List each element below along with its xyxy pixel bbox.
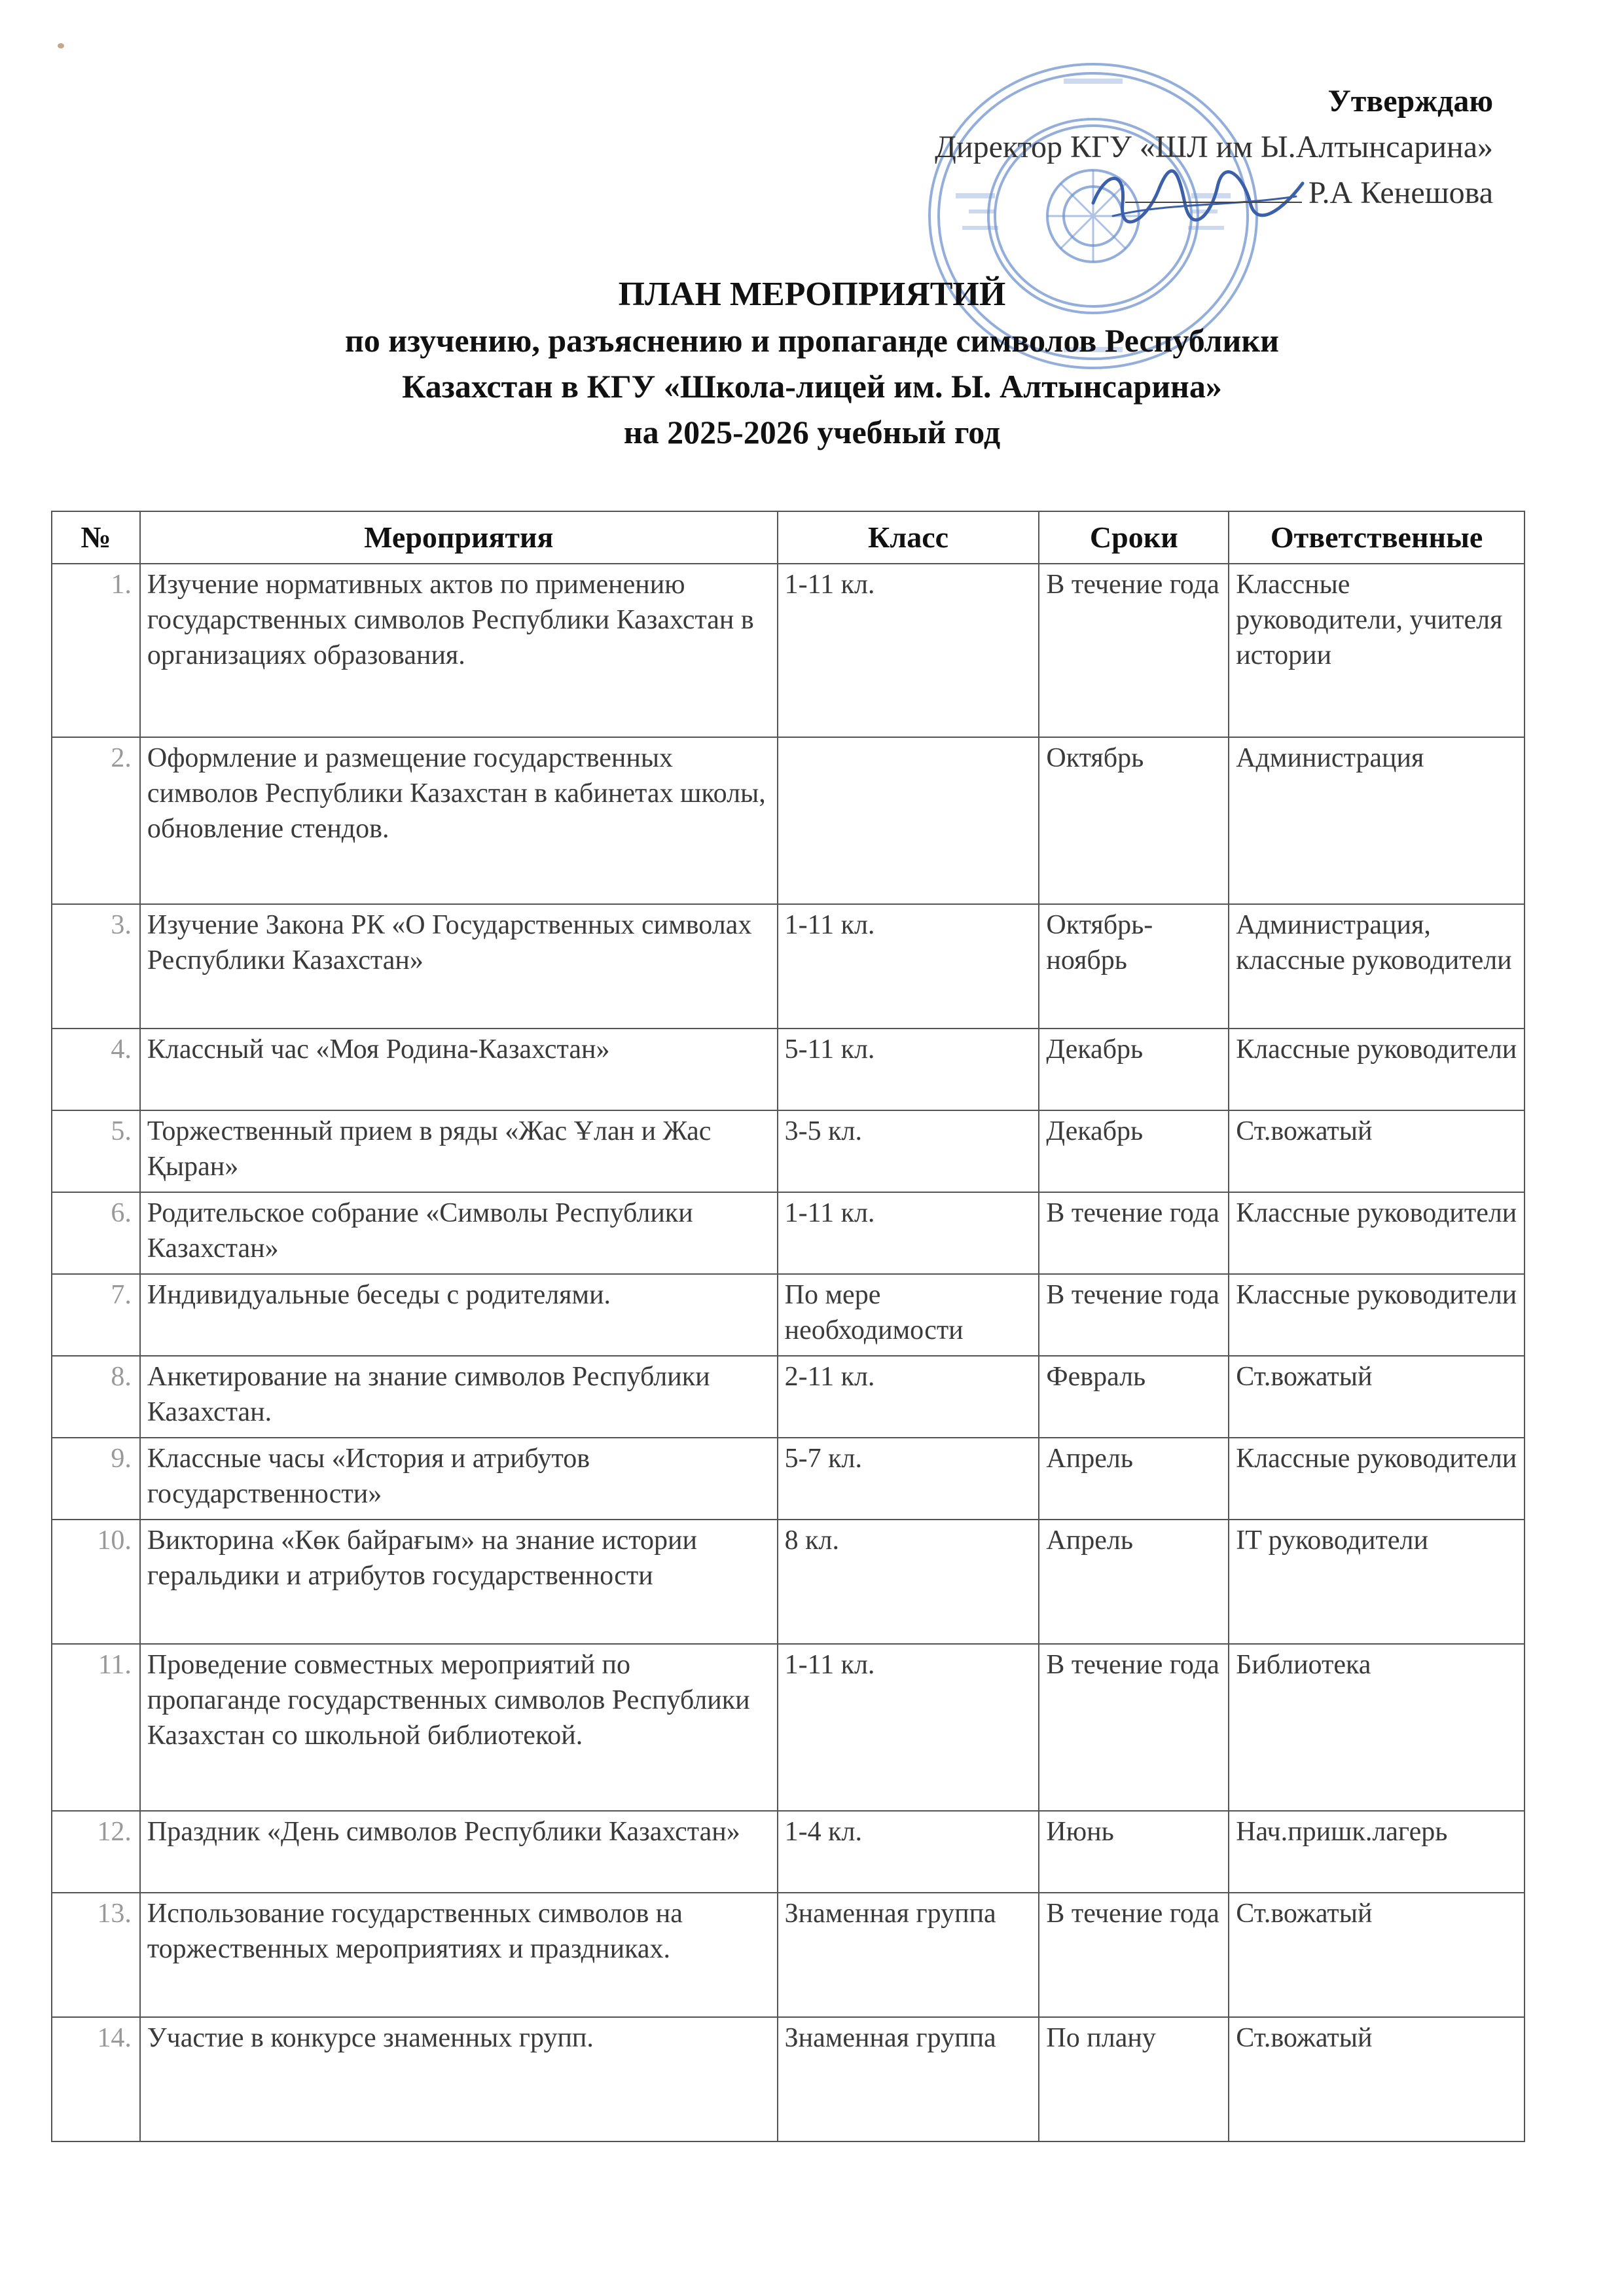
cell-num: 5. bbox=[52, 1110, 140, 1192]
heading-line-2: по изучению, разъяснению и пропаганде символов Республики bbox=[344, 322, 1279, 359]
header-term: Сроки bbox=[1039, 511, 1229, 564]
table-row bbox=[52, 1520, 1525, 1644]
table-row bbox=[52, 2017, 1525, 2141]
cell-class: Знаменная группа bbox=[778, 2017, 1039, 2141]
cell-num: 13. bbox=[52, 1893, 140, 2017]
cell-class: 3-5 кл. bbox=[778, 1110, 1039, 1192]
cell-num: 2. bbox=[52, 737, 140, 904]
cell-resp: Классные руководители bbox=[1229, 1438, 1525, 1520]
cell-num: 12. bbox=[52, 1811, 140, 1893]
table-row bbox=[52, 1274, 1525, 1356]
cell-resp: Администрация, классные руководители bbox=[1229, 904, 1525, 1029]
cell-resp: Нач.пришк.лагерь bbox=[1229, 1811, 1525, 1893]
cell-event: Праздник «День символов Республики Казахстан» bbox=[140, 1811, 778, 1893]
director-position: Директор КГУ «ШЛ им Ы.Алтынсарина» bbox=[935, 130, 1493, 164]
cell-class: 5-11 кл. bbox=[778, 1029, 1039, 1110]
cell-resp: Ст.вожатый bbox=[1229, 1356, 1525, 1438]
cell-num: 8. bbox=[52, 1356, 140, 1438]
cell-resp: Ст.вожатый bbox=[1229, 1110, 1525, 1192]
cell-term: Декабрь bbox=[1039, 1110, 1229, 1192]
cell-num: 10. bbox=[52, 1520, 140, 1644]
cell-class: 1-4 кл. bbox=[778, 1811, 1039, 1893]
cell-event: Изучение нормативных актов по применению государственных символов Республики Казахстан в организациях образования. bbox=[140, 564, 778, 737]
cell-resp: Классные руководители bbox=[1229, 1274, 1525, 1356]
cell-event: Проведение совместных мероприятий по пропаганде государственных символов Республики Казахстан со школьной библиотекой. bbox=[140, 1644, 778, 1811]
cell-num: 4. bbox=[52, 1029, 140, 1110]
header-class: Класс bbox=[778, 511, 1039, 564]
cell-class: 1-11 кл. bbox=[778, 904, 1039, 1029]
cell-class: 1-11 кл. bbox=[778, 1192, 1039, 1274]
table-row bbox=[52, 1110, 1525, 1192]
cell-resp: Классные руководители, учителя истории bbox=[1229, 564, 1525, 737]
heading-title: ПЛАН МЕРОПРИЯТИЙ bbox=[618, 276, 1006, 313]
cell-event: Родительское собрание «Символы Республики Казахстан» bbox=[140, 1192, 778, 1274]
cell-term: В течение года bbox=[1039, 1274, 1229, 1356]
table-row bbox=[52, 904, 1525, 1029]
table-header-row bbox=[52, 511, 1525, 564]
heading-line-3: Казахстан в КГУ «Школа-лицей им. Ы. Алтынсарина» bbox=[402, 368, 1222, 405]
table-row bbox=[52, 737, 1525, 904]
cell-num: 7. bbox=[52, 1274, 140, 1356]
cell-num: 14. bbox=[52, 2017, 140, 2141]
cell-term: Октябрь bbox=[1039, 737, 1229, 904]
cell-event: Использование государственных символов на торжественных мероприятиях и праздниках. bbox=[140, 1893, 778, 2017]
approval-block bbox=[935, 79, 1493, 216]
cell-event: Индивидуальные беседы с родителями. bbox=[140, 1274, 778, 1356]
cell-class: 1-11 кл. bbox=[778, 1644, 1039, 1811]
cell-term: Июнь bbox=[1039, 1811, 1229, 1893]
cell-resp: Библиотека bbox=[1229, 1644, 1525, 1811]
cell-term: В течение года bbox=[1039, 1192, 1229, 1274]
header-event: Мероприятия bbox=[140, 511, 778, 564]
table-row bbox=[52, 1811, 1525, 1893]
table-row bbox=[52, 1644, 1525, 1811]
table-row bbox=[52, 1893, 1525, 2017]
cell-resp: Классные руководители bbox=[1229, 1192, 1525, 1274]
table-row bbox=[52, 1029, 1525, 1110]
cell-term: В течение года bbox=[1039, 1644, 1229, 1811]
cell-class: 5-7 кл. bbox=[778, 1438, 1039, 1520]
cell-event: Изучение Закона РК «О Государственных символах Республики Казахстан» bbox=[140, 904, 778, 1029]
cell-class: По мере необходимости bbox=[778, 1274, 1039, 1356]
cell-class: 2-11 кл. bbox=[778, 1356, 1039, 1438]
cell-event: Оформление и размещение государственных символов Республики Казахстан в кабинетах школы, обновление стендов. bbox=[140, 737, 778, 904]
cell-event: Участие в конкурсе знаменных групп. bbox=[140, 2017, 778, 2141]
cell-class bbox=[778, 737, 1039, 904]
cell-event: Торжественный прием в ряды «Жас Ұлан и Жас Қыран» bbox=[140, 1110, 778, 1192]
cell-class: 1-11 кл. bbox=[778, 564, 1039, 737]
signature-line bbox=[1125, 177, 1302, 203]
heading-line-4: на 2025-2026 учебный год bbox=[623, 414, 1001, 450]
director-name: Р.А Кенешова bbox=[1308, 175, 1493, 210]
cell-num: 3. bbox=[52, 904, 140, 1029]
approval-title: Утверждаю bbox=[1327, 84, 1493, 118]
header-resp: Ответственные bbox=[1229, 511, 1525, 564]
cell-term: Октябрь-ноябрь bbox=[1039, 904, 1229, 1029]
document-heading bbox=[0, 272, 1624, 455]
paper-speck bbox=[58, 43, 64, 48]
table-row bbox=[52, 1438, 1525, 1520]
cell-term: Февраль bbox=[1039, 1356, 1229, 1438]
cell-event: Викторина «Көк байрағым» на знание истории геральдики и атрибутов государственности bbox=[140, 1520, 778, 1644]
cell-term: В течение года bbox=[1039, 1893, 1229, 2017]
cell-resp: Ст.вожатый bbox=[1229, 1893, 1525, 2017]
header-num: № bbox=[52, 511, 140, 564]
cell-num: 9. bbox=[52, 1438, 140, 1520]
cell-term: Декабрь bbox=[1039, 1029, 1229, 1110]
cell-class: Знаменная группа bbox=[778, 1893, 1039, 2017]
table-row bbox=[52, 564, 1525, 737]
cell-resp: Администрация bbox=[1229, 737, 1525, 904]
director-name-row bbox=[935, 170, 1493, 216]
table-row bbox=[52, 1192, 1525, 1274]
events-table bbox=[51, 511, 1525, 2142]
cell-num: 11. bbox=[52, 1644, 140, 1811]
cell-event: Анкетирование на знание символов Республики Казахстан. bbox=[140, 1356, 778, 1438]
cell-resp: Классные руководители bbox=[1229, 1029, 1525, 1110]
table-row bbox=[52, 1356, 1525, 1438]
cell-term: В течение года bbox=[1039, 564, 1229, 737]
cell-term: По плану bbox=[1039, 2017, 1229, 2141]
cell-num: 6. bbox=[52, 1192, 140, 1274]
cell-term: Апрель bbox=[1039, 1438, 1229, 1520]
cell-event: Классные часы «История и атрибутов государственности» bbox=[140, 1438, 778, 1520]
cell-term: Апрель bbox=[1039, 1520, 1229, 1644]
cell-class: 8 кл. bbox=[778, 1520, 1039, 1644]
cell-num: 1. bbox=[52, 564, 140, 737]
cell-resp: IT руководители bbox=[1229, 1520, 1525, 1644]
cell-event: Классный час «Моя Родина-Казахстан» bbox=[140, 1029, 778, 1110]
cell-resp: Ст.вожатый bbox=[1229, 2017, 1525, 2141]
